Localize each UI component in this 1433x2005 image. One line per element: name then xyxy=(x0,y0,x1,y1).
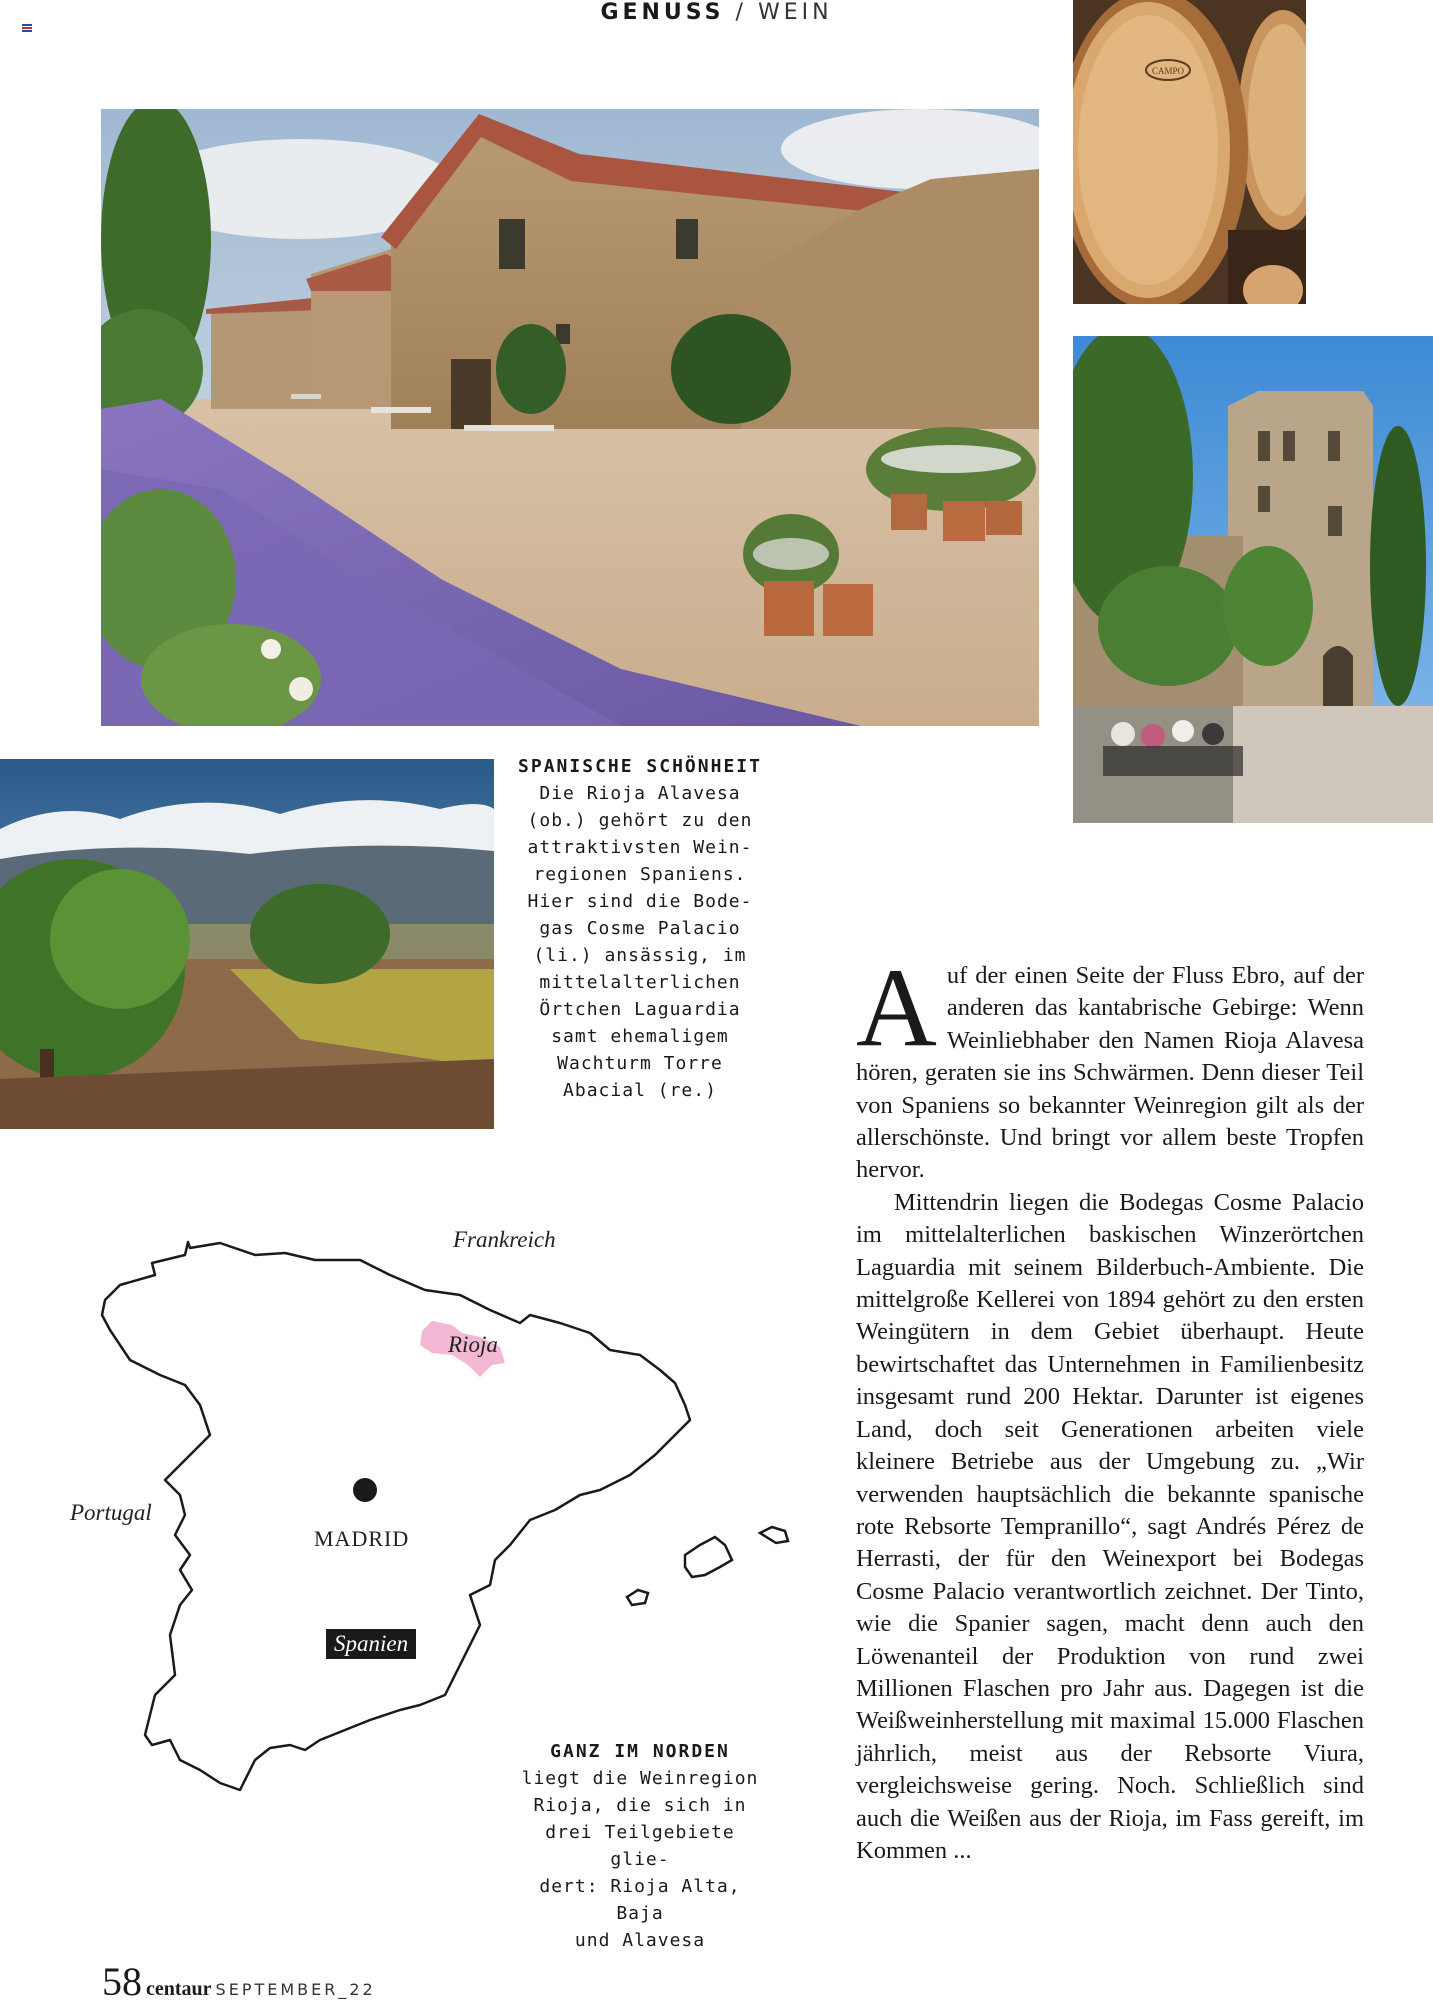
caption-line: drei Teilgebiete glie- xyxy=(545,1822,735,1870)
madrid-dot xyxy=(353,1478,377,1502)
article-body xyxy=(856,946,1364,1867)
map-label-spain: Spanien xyxy=(326,1629,416,1659)
caption-line: regionen Spaniens. xyxy=(533,864,747,885)
caption-line: liegt die Weinregion xyxy=(521,1768,759,1789)
svg-text:CAMPO: CAMPO xyxy=(1151,66,1185,76)
ibiza-island xyxy=(627,1590,648,1605)
issue-date: SEPTEMBER_22 xyxy=(215,1980,376,1999)
section-separator: / xyxy=(735,0,747,25)
section-sub: WEIN xyxy=(757,0,833,25)
caption-line: samt ehemaligem xyxy=(551,1026,729,1047)
caption-heading: SPANISCHE SCHÖNHEIT xyxy=(518,756,762,777)
map-caption xyxy=(510,1738,770,1954)
spain-outline xyxy=(102,1242,690,1790)
map-label-rioja: Rioja xyxy=(448,1332,498,1357)
wine-barrels-photo xyxy=(1073,0,1306,304)
caption-line: (ob.) gehört zu den xyxy=(527,810,753,831)
map-label-france: Frankreich xyxy=(453,1227,556,1252)
mallorca-island xyxy=(685,1537,732,1577)
caption-line: (li.) ansässig, im xyxy=(533,945,747,966)
caption-line: Rioja, die sich in xyxy=(533,1795,747,1816)
bodega-courtyard-photo xyxy=(101,109,1039,726)
section-main: GENUSS xyxy=(600,0,725,25)
drop-cap: A xyxy=(856,946,937,1070)
caption-line: Die Rioja Alavesa xyxy=(539,783,741,804)
page-number: 58 xyxy=(102,1959,142,2004)
spain-map xyxy=(60,1215,800,1815)
caption-line: und Alavesa xyxy=(574,1930,706,1951)
caption-heading: GANZ IM NORDEN xyxy=(550,1741,730,1762)
caption-line: Abacial (re.) xyxy=(563,1080,717,1101)
caption-line: Hier sind die Bode- xyxy=(527,891,753,912)
vineyard-mountains-photo xyxy=(0,759,494,1129)
photo-caption xyxy=(512,753,768,1104)
map-label-madrid: MADRID xyxy=(314,1526,410,1551)
article-paragraph-2: Mittendrin liegen die Bodegas Cosme Palacio im mittelalterlichen baskischen Winzerörtchen Laguardia mit seinem Bilderbuch-Ambiente. Die mittelgroße Kellerei von 1894 gehört zu den ersten Weingütern in dem Gebiet überhaupt. Heute bewirtschaftet das Unternehmen in Familienbesitz insgesamt rund 200 Hektar. Darunter ist eigenes Land, doch seit Generationen arbeiten viele kleinere Betriebe aus der Umgebung zu. „Wir verwenden hauptsächlich die bekannte spanische rote Rebsorte Tempranillo“, sagt Andrés Pérez de Herrasti, der für den Weinexport bei Bodegas Cosme Palacio verantwortlich zeichnet. Der Tinto, wie die Spanier sagen, macht denn auch den Löwenanteil der Produktion von rund zwei Millionen Flaschen pro Jahr aus. Dagegen ist die Weißweinherstellung mit maximal 15.000 Flaschen jährlich, meist aus der Rebsorte Viura, vergleichsweise gering. Noch. Schließlich sind auch die Weißen aus der Rioja, im Fass gereift, im Kommen ... xyxy=(856,1188,1364,1864)
caption-line: gas Cosme Palacio xyxy=(539,918,741,939)
caption-line: Wachturm Torre xyxy=(557,1053,723,1074)
caption-line: attraktivsten Wein- xyxy=(527,837,753,858)
magazine-name: centaur xyxy=(146,1978,212,2000)
page-footer xyxy=(102,1958,376,2005)
caption-line: Örtchen Laguardia xyxy=(539,999,741,1020)
caption-line: dert: Rioja Alta, Baja xyxy=(539,1876,741,1924)
caption-line: mittelalterlichen xyxy=(539,972,741,993)
map-label-portugal: Portugal xyxy=(70,1500,152,1525)
torre-abacial-photo xyxy=(1073,336,1433,823)
article-paragraph-1: uf der einen Seite der Fluss Ebro, auf der anderen das kantabrische Gebirge: Wenn Weinliebhaber den Namen Rioja Alavesa hören, geraten sie ins Schwärmen. Denn dieser Teil von Spaniens so bekannter Weinregion gilt als der allerschönste. Und bringt vor allem beste Tropfen hervor. xyxy=(856,962,1364,1184)
menorca-island xyxy=(760,1527,788,1543)
